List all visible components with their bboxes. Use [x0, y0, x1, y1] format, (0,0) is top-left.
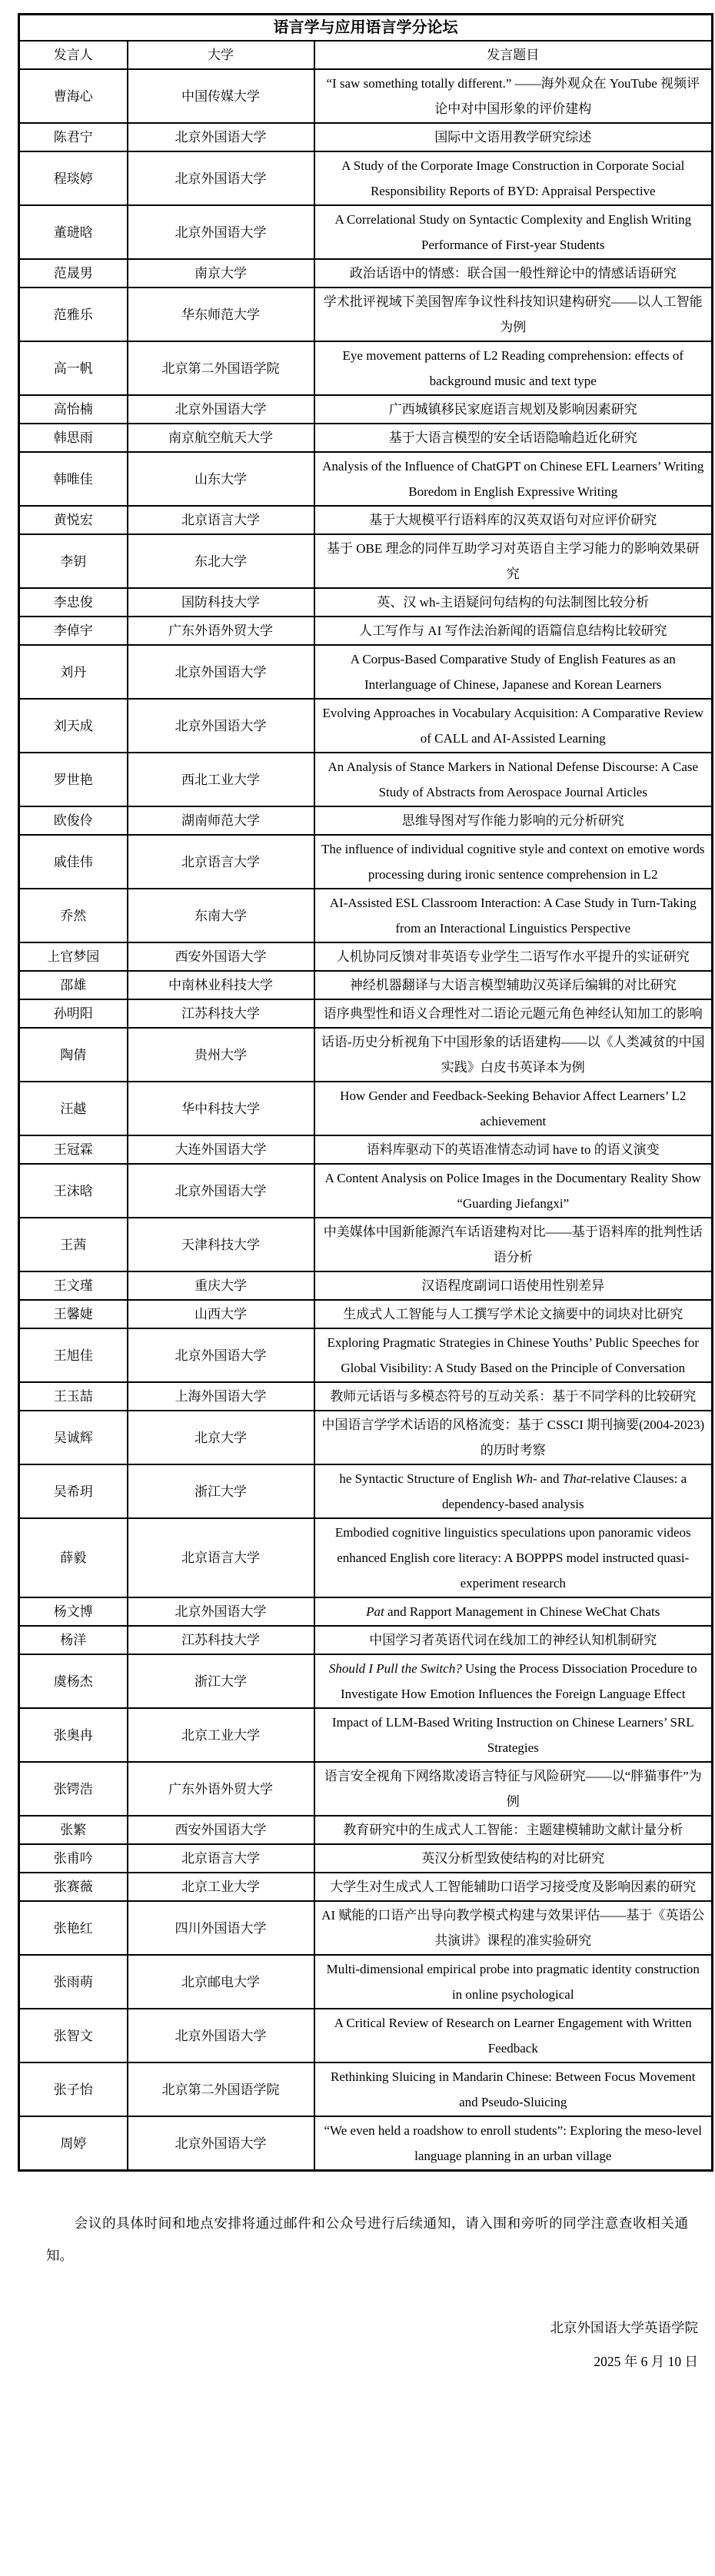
university-cell: 山西大学	[128, 1300, 314, 1328]
university-cell: 东南大学	[128, 889, 314, 942]
table-row	[19, 151, 713, 205]
university-cell: 南京大学	[128, 259, 314, 288]
speaker-cell: 周婷	[19, 2116, 128, 2171]
speaker-cell: 杨洋	[19, 1626, 128, 1654]
title-cell: AI 赋能的口语产出导向教学模式构建与效果评估——基于《英语公共演讲》课程的准实验研究	[314, 1901, 713, 1955]
table-row	[19, 1082, 713, 1135]
speaker-cell: 王冠霖	[19, 1135, 128, 1164]
university-cell: 大连外国语大学	[128, 1135, 314, 1164]
university-cell: 北京语言大学	[128, 835, 314, 889]
title-cell: 语料库驱动下的英语准情态动词 have to 的语义演变	[314, 1135, 713, 1164]
title-cell: 话语-历史分析视角下中国形象的话语建构——以《人类减贫的中国实践》白皮书英译本为例	[314, 1028, 713, 1082]
university-cell: 北京外国语大学	[128, 2116, 314, 2171]
university-cell: 东北大学	[128, 534, 314, 588]
table-row	[19, 645, 713, 699]
col-header-speaker: 发言人	[19, 41, 128, 69]
table-row	[19, 288, 713, 341]
title-cell: “I saw something totally different.” ——海外观众在 YouTube 视频评论中对中国形象的评价建构	[314, 69, 713, 123]
university-cell: 浙江大学	[128, 1464, 314, 1518]
university-cell: 国防科技大学	[128, 588, 314, 617]
title-cell: Pat and Rapport Management in Chinese WeChat Chats	[314, 1597, 713, 1626]
table-row	[19, 1708, 713, 1762]
table-row	[19, 1901, 713, 1955]
title-cell: “We even held a roadshow to enroll students”: Exploring the meso-level language planning in an urban village	[314, 2116, 713, 2171]
title-cell: A Study of the Corporate Image Construction in Corporate Social Responsibility Reports of BYD: Appraisal Perspective	[314, 151, 713, 205]
title-cell: 学术批评视域下美国智库争议性科技知识建构研究——以人工智能为例	[314, 288, 713, 341]
speaker-cell: 韩唯佳	[19, 452, 128, 506]
speaker-cell: 李钥	[19, 534, 128, 588]
university-cell: 北京外国语大学	[128, 151, 314, 205]
title-cell: 大学生对生成式人工智能辅助口语学习接受度及影响因素的研究	[314, 1873, 713, 1901]
table-row	[19, 2116, 713, 2171]
university-cell: 南京航空航天大学	[128, 424, 314, 452]
title-cell: 中美媒体中国新能源汽车话语建构对比——基于语料库的批判性话语分析	[314, 1218, 713, 1271]
title-cell: 汉语程度副词口语使用性别差异	[314, 1271, 713, 1300]
signature: 北京外国语大学英语学院	[550, 2320, 698, 2335]
university-cell: 北京工业大学	[128, 1708, 314, 1762]
speaker-cell: 吴诚辉	[19, 1411, 128, 1464]
university-cell: 江苏科技大学	[128, 1626, 314, 1654]
speaker-cell: 李忠俊	[19, 588, 128, 617]
table-row	[19, 452, 713, 506]
title-cell: 基于 OBE 理念的同伴互助学习对英语自主学习能力的影响效果研究	[314, 534, 713, 588]
title-cell: 广西城镇移民家庭语言规划及影响因素研究	[314, 395, 713, 424]
speaker-cell: 高一帆	[19, 341, 128, 395]
university-cell: 重庆大学	[128, 1271, 314, 1300]
university-cell: 华东师范大学	[128, 288, 314, 341]
university-cell: 天津科技大学	[128, 1218, 314, 1271]
speaker-cell: 王玉喆	[19, 1382, 128, 1411]
university-cell: 北京第二外国语学院	[128, 341, 314, 395]
title-cell: A Critical Review of Research on Learner Engagement with Written Feedback	[314, 2009, 713, 2062]
table-row	[19, 835, 713, 889]
title-cell: 基于大规模平行语料库的汉英双语句对应评价研究	[314, 506, 713, 534]
title-cell: Embodied cognitive linguistics speculations upon panoramic videos enhanced English core literacy: A BOPPPS model instructed quasi-experiment research	[314, 1518, 713, 1597]
title-cell: An Analysis of Stance Markers in National Defense Discourse: A Case Study of Abstracts from Aerospace Journal Articles	[314, 753, 713, 806]
table-row	[19, 69, 713, 123]
title-cell: 人工写作与 AI 写作法治新闻的语篇信息结构比较研究	[314, 617, 713, 645]
title-cell: 英、汉 wh-主语疑问句结构的句法制图比较分析	[314, 588, 713, 617]
table-row	[19, 617, 713, 645]
speaker-cell: 张甫吟	[19, 1844, 128, 1873]
speaker-cell: 戚佳伟	[19, 835, 128, 889]
title-cell: The influence of individual cognitive style and context on emotive words processing during ironic sentence comprehension in L2	[314, 835, 713, 889]
table-body	[19, 69, 713, 2171]
university-cell: 西安外国语大学	[128, 942, 314, 971]
title-cell: 政治话语中的情感：联合国一般性辩论中的情感话语研究	[314, 259, 713, 288]
university-cell: 湖南师范大学	[128, 806, 314, 835]
title-cell: 思维导图对写作能力影响的元分析研究	[314, 806, 713, 835]
title-cell: 生成式人工智能与人工撰写学术论文摘要中的词块对比研究	[314, 1300, 713, 1328]
title-cell: AI-Assisted ESL Classroom Interaction: A Case Study in Turn-Taking from an Interactional Linguistics Perspective	[314, 889, 713, 942]
speaker-cell: 孙明阳	[19, 999, 128, 1028]
col-header-topic: 发言题目	[314, 41, 713, 69]
table-row	[19, 259, 713, 288]
table-row	[19, 506, 713, 534]
table-row	[19, 1464, 713, 1518]
table-row	[19, 1300, 713, 1328]
speaker-cell: 韩思雨	[19, 424, 128, 452]
university-cell: 北京外国语大学	[128, 395, 314, 424]
table-row	[19, 1844, 713, 1873]
speaker-cell: 王馨婕	[19, 1300, 128, 1328]
table-row	[19, 942, 713, 971]
table-row	[19, 2009, 713, 2062]
table-head	[19, 15, 713, 70]
university-cell: 中南林业科技大学	[128, 971, 314, 999]
speaker-cell: 罗世艳	[19, 753, 128, 806]
title-cell: he Syntactic Structure of English Wh- and That-relative Clauses: a dependency-based analysis	[314, 1464, 713, 1518]
table-row	[19, 1028, 713, 1082]
speaker-cell: 张奥冉	[19, 1708, 128, 1762]
title-cell: Impact of LLM-Based Writing Instruction on Chinese Learners’ SRL Strategies	[314, 1708, 713, 1762]
table-row	[19, 971, 713, 999]
table-row	[19, 1816, 713, 1844]
forum-title-row	[19, 15, 713, 42]
speaker-cell: 王文瑾	[19, 1271, 128, 1300]
forum-table	[18, 13, 713, 2172]
speaker-cell: 刘天成	[19, 699, 128, 753]
university-cell: 西安外国语大学	[128, 1816, 314, 1844]
title-cell: Multi-dimensional empirical probe into pragmatic identity construction in online psychological	[314, 1955, 713, 2009]
speaker-cell: 陶倩	[19, 1028, 128, 1082]
speaker-cell: 乔然	[19, 889, 128, 942]
table-row	[19, 699, 713, 753]
speaker-cell: 吴希玥	[19, 1464, 128, 1518]
university-cell: 北京外国语大学	[128, 699, 314, 753]
university-cell: 华中科技大学	[128, 1082, 314, 1135]
table-row	[19, 424, 713, 452]
speaker-cell: 张雨萌	[19, 1955, 128, 2009]
speaker-cell: 邵雄	[19, 971, 128, 999]
title-cell: Rethinking Sluicing in Mandarin Chinese: Between Focus Movement and Pseudo-Sluicing	[314, 2062, 713, 2116]
university-cell: 浙江大学	[128, 1654, 314, 1708]
title-cell: 语言安全视角下网络欺凌语言特征与风险研究——以“胖猫事件”为例	[314, 1762, 713, 1816]
table-row	[19, 753, 713, 806]
title-cell: 基于大语言模型的安全话语隐喻趋近化研究	[314, 424, 713, 452]
signature-date: 2025 年 6 月 10 日	[594, 2354, 698, 2369]
title-cell: 人机协同反馈对非英语专业学生二语写作水平提升的实证研究	[314, 942, 713, 971]
speaker-cell: 刘丹	[19, 645, 128, 699]
university-cell: 北京外国语大学	[128, 1328, 314, 1382]
speaker-cell: 欧俊伶	[19, 806, 128, 835]
table-row	[19, 534, 713, 588]
table-row	[19, 1135, 713, 1164]
table-row	[19, 889, 713, 942]
university-cell: 北京邮电大学	[128, 1955, 314, 2009]
title-cell: A Corpus-Based Comparative Study of English Features as an Interlanguage of Chinese, Japanese and Korean Learners	[314, 645, 713, 699]
table-row	[19, 1328, 713, 1382]
university-cell: 贵州大学	[128, 1028, 314, 1082]
table-row	[19, 2062, 713, 2116]
speaker-cell: 虞杨杰	[19, 1654, 128, 1708]
university-cell: 北京语言大学	[128, 506, 314, 534]
table-row	[19, 1955, 713, 2009]
university-cell: 北京外国语大学	[128, 645, 314, 699]
university-cell: 山东大学	[128, 452, 314, 506]
university-cell: 北京大学	[128, 1411, 314, 1464]
speaker-cell: 杨文博	[19, 1597, 128, 1626]
university-cell: 中国传媒大学	[128, 69, 314, 123]
table-row	[19, 395, 713, 424]
forum-title: 语言学与应用语言学分论坛	[19, 15, 713, 42]
table-row	[19, 1654, 713, 1708]
university-cell: 北京语言大学	[128, 1844, 314, 1873]
title-cell: Should I Pull the Switch? Using the Process Dissociation Procedure to Investigate How Emotion Influences the Foreign Language Effect	[314, 1654, 713, 1708]
speaker-cell: 张赛薇	[19, 1873, 128, 1901]
title-cell: A Correlational Study on Syntactic Complexity and English Writing Performance of First-year Students	[314, 205, 713, 259]
col-header-university: 大学	[128, 41, 314, 69]
university-cell: 广东外语外贸大学	[128, 617, 314, 645]
title-cell: 中国语言学学术话语的风格流变：基于 CSSCI 期刊摘要(2004-2023)的历时考察	[314, 1411, 713, 1464]
table-row	[19, 1597, 713, 1626]
speaker-cell: 范雅乐	[19, 288, 128, 341]
university-cell: 北京外国语大学	[128, 123, 314, 151]
table-row	[19, 1626, 713, 1654]
university-cell: 北京工业大学	[128, 1873, 314, 1901]
speaker-cell: 薛毅	[19, 1518, 128, 1597]
speaker-cell: 王茜	[19, 1218, 128, 1271]
university-cell: 北京外国语大学	[128, 1164, 314, 1218]
university-cell: 西北工业大学	[128, 753, 314, 806]
table-row	[19, 205, 713, 259]
speaker-cell: 程琰婷	[19, 151, 128, 205]
title-cell: 教师元话语与多模态符号的互动关系：基于不同学科的比较研究	[314, 1382, 713, 1411]
university-cell: 北京外国语大学	[128, 2009, 314, 2062]
university-cell: 四川外国语大学	[128, 1901, 314, 1955]
table-row	[19, 806, 713, 835]
university-cell: 北京语言大学	[128, 1518, 314, 1597]
title-cell: Exploring Pragmatic Strategies in Chinese Youths’ Public Speeches for Global Visibility: A Study Based on the Principle of Conversation	[314, 1328, 713, 1382]
column-header-row	[19, 41, 713, 69]
table-row	[19, 1518, 713, 1597]
table-row	[19, 1164, 713, 1218]
speaker-cell: 王旭佳	[19, 1328, 128, 1382]
university-cell: 北京外国语大学	[128, 1597, 314, 1626]
speaker-cell: 黄悦宏	[19, 506, 128, 534]
university-cell: 上海外国语大学	[128, 1382, 314, 1411]
table-row	[19, 588, 713, 617]
speaker-cell: 张子怡	[19, 2062, 128, 2116]
title-cell: 英汉分析型致使结构的对比研究	[314, 1844, 713, 1873]
table-row	[19, 1271, 713, 1300]
title-cell: How Gender and Feedback-Seeking Behavior Affect Learners’ L2 achievement	[314, 1082, 713, 1135]
title-cell: Evolving Approaches in Vocabulary Acquisition: A Comparative Review of CALL and AI-Assisted Learning	[314, 699, 713, 753]
table-row	[19, 1762, 713, 1816]
title-cell: 语序典型性和语义合理性对二语论元题元角色神经认知加工的影响	[314, 999, 713, 1028]
speaker-cell: 张智文	[19, 2009, 128, 2062]
title-cell: Analysis of the Influence of ChatGPT on Chinese EFL Learners’ Writing Boredom in English Expressive Writing	[314, 452, 713, 506]
title-cell: 神经机器翻译与大语言模型辅助汉英译后编辑的对比研究	[314, 971, 713, 999]
speaker-cell: 李倬宇	[19, 617, 128, 645]
speaker-cell: 上官梦园	[19, 942, 128, 971]
university-cell: 广东外语外贸大学	[128, 1762, 314, 1816]
university-cell: 江苏科技大学	[128, 999, 314, 1028]
table-row	[19, 1382, 713, 1411]
footer-note: 会议的具体时间和地点安排将通过邮件和公众号进行后续通知，请入围和旁听的同学注意查收相关通知。	[46, 2215, 688, 2263]
speaker-cell: 张锷浩	[19, 1762, 128, 1816]
speaker-cell: 王沫晗	[19, 1164, 128, 1218]
university-cell: 北京第二外国语学院	[128, 2062, 314, 2116]
university-cell: 北京外国语大学	[128, 205, 314, 259]
speaker-cell: 曹海心	[19, 69, 128, 123]
speaker-cell: 高怡楠	[19, 395, 128, 424]
table-row	[19, 1218, 713, 1271]
speaker-cell: 范晟男	[19, 259, 128, 288]
table-row	[19, 999, 713, 1028]
speaker-cell: 董琎晗	[19, 205, 128, 259]
title-cell: 国际中文语用教学研究综述	[314, 123, 713, 151]
table-row	[19, 1873, 713, 1901]
speaker-cell: 汪越	[19, 1082, 128, 1135]
table-row	[19, 123, 713, 151]
title-cell: Eye movement patterns of L2 Reading comprehension: effects of background music and text type	[314, 341, 713, 395]
speaker-cell: 张繁	[19, 1816, 128, 1844]
table-row	[19, 1411, 713, 1464]
speaker-cell: 陈君宁	[19, 123, 128, 151]
speaker-cell: 张艳红	[19, 1901, 128, 1955]
title-cell: 中国学习者英语代词在线加工的神经认知机制研究	[314, 1626, 713, 1654]
table-row	[19, 341, 713, 395]
title-cell: A Content Analysis on Police Images in the Documentary Reality Show “Guarding Jiefangxi”	[314, 1164, 713, 1218]
title-cell: 教育研究中的生成式人工智能：主题建模辅助文献计量分析	[314, 1816, 713, 1844]
